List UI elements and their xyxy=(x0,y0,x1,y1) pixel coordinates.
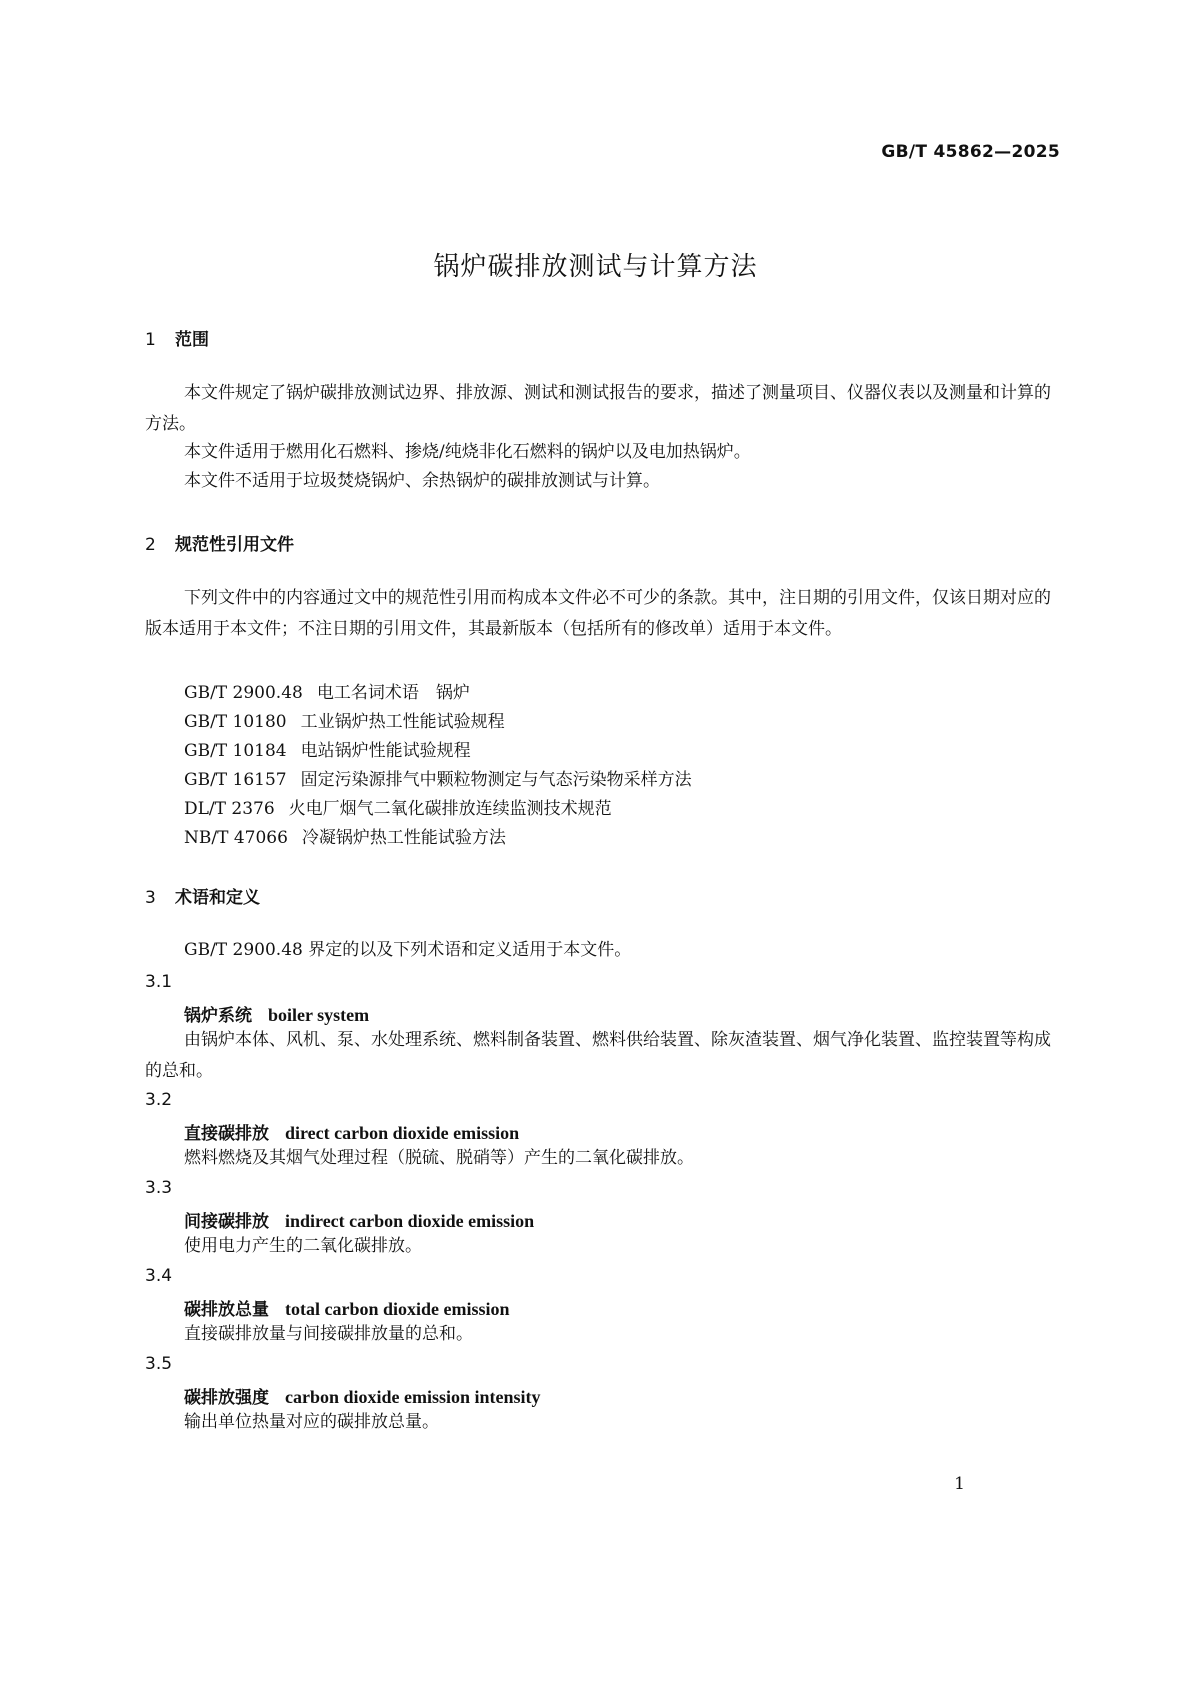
term-number: 3.2 xyxy=(145,1090,173,1110)
reference-item xyxy=(184,707,505,732)
term-number: 3.5 xyxy=(145,1354,173,1374)
scope-paragraph-2: 本文件适用于燃用化石燃料、掺烧/纯烧非化石燃料的锅炉以及电加热锅炉。 xyxy=(184,442,751,462)
term-definition: 输出单位热量对应的碳排放总量。 xyxy=(184,1412,439,1432)
term-definition: 直接碳排放量与间接碳排放量的总和。 xyxy=(184,1324,473,1344)
reference-code: GB/T 2900.48 xyxy=(184,683,303,703)
term-name-en: indirect carbon dioxide emission xyxy=(285,1211,535,1231)
term-number: 3.1 xyxy=(145,972,173,992)
term-definition: 燃料燃烧及其烟气处理过程（脱硫、脱硝等）产生的二氧化碳排放。 xyxy=(184,1148,694,1168)
term-definition: 使用电力产生的二氧化碳排放。 xyxy=(184,1236,422,1256)
reference-item xyxy=(184,823,506,848)
section-3-heading xyxy=(145,883,260,908)
term-name-zh: 间接碳排放 xyxy=(184,1212,269,1232)
scope-paragraph-1: 本文件规定了锅炉碳排放测试边界、排放源、测试和测试报告的要求，描述了测量项目、仪器仪表以及测量和计算的方法。 xyxy=(145,383,1051,434)
section-2-heading xyxy=(145,530,294,555)
term-name-en: total carbon dioxide emission xyxy=(285,1299,510,1319)
reference-name: 电站锅炉性能试验规程 xyxy=(300,741,471,761)
reference-name: 固定污染源排气中颗粒物测定与气态污染物采样方法 xyxy=(300,770,692,790)
section-number: 1 xyxy=(145,330,156,350)
scope-paragraph-3: 本文件不适用于垃圾焚烧锅炉、余热锅炉的碳排放测试与计算。 xyxy=(184,471,660,491)
section-title: 术语和定义 xyxy=(175,888,260,908)
reference-item xyxy=(184,794,612,819)
reference-item xyxy=(184,736,471,761)
page-number: 1 xyxy=(954,1474,965,1494)
reference-item xyxy=(184,678,470,703)
term-name xyxy=(184,1119,519,1144)
section-title: 范围 xyxy=(175,330,209,350)
term-name-zh: 直接碳排放 xyxy=(184,1124,269,1144)
standard-code: GB/T 45862—2025 xyxy=(881,142,1060,162)
term-number: 3.3 xyxy=(145,1178,173,1198)
reference-item xyxy=(184,765,692,790)
term-name-zh: 碳排放强度 xyxy=(184,1388,269,1408)
term-name-zh: 碳排放总量 xyxy=(184,1300,269,1320)
reference-code: NB/T 47066 xyxy=(184,828,288,848)
section-title: 规范性引用文件 xyxy=(175,535,294,555)
reference-code: GB/T 10180 xyxy=(184,712,287,732)
term-number: 3.4 xyxy=(145,1266,173,1286)
section-1-heading xyxy=(145,325,209,350)
reference-code: GB/T 10184 xyxy=(184,741,287,761)
term-name-en: boiler system xyxy=(268,1005,370,1025)
term-name xyxy=(184,1207,534,1232)
term-name xyxy=(184,1383,541,1408)
term-name-zh: 锅炉系统 xyxy=(184,1006,252,1026)
term-definition: 由锅炉本体、风机、泵、水处理系统、燃料制备装置、燃料供给装置、除灰渣装置、烟气净化装置、监控装置等构成的总和。 xyxy=(145,1030,1051,1081)
section-number: 2 xyxy=(145,535,156,555)
reference-name: 电工名词术语 锅炉 xyxy=(316,683,470,703)
references-intro: 下列文件中的内容通过文中的规范性引用而构成本文件必不可少的条款。其中，注日期的引用文件，仅该日期对应的版本适用于本文件；不注日期的引用文件，其最新版本（包括所有的修改单）适用于本文件。 xyxy=(145,588,1051,639)
term-name xyxy=(184,1001,369,1026)
document-title: 锅炉碳排放测试与计算方法 xyxy=(433,252,758,282)
reference-code: GB/T 16157 xyxy=(184,770,287,790)
term-name-en: direct carbon dioxide emission xyxy=(285,1123,520,1143)
reference-name: 工业锅炉热工性能试验规程 xyxy=(300,712,505,732)
reference-code: DL/T 2376 xyxy=(184,799,275,819)
term-name-en: carbon dioxide emission intensity xyxy=(285,1387,541,1407)
reference-name: 冷凝锅炉热工性能试验方法 xyxy=(301,828,506,848)
term-name xyxy=(184,1295,510,1320)
reference-name: 火电厂烟气二氧化碳排放连续监测技术规范 xyxy=(288,799,612,819)
terms-intro: GB/T 2900.48 界定的以及下列术语和定义适用于本文件。 xyxy=(184,940,632,960)
section-number: 3 xyxy=(145,888,156,908)
